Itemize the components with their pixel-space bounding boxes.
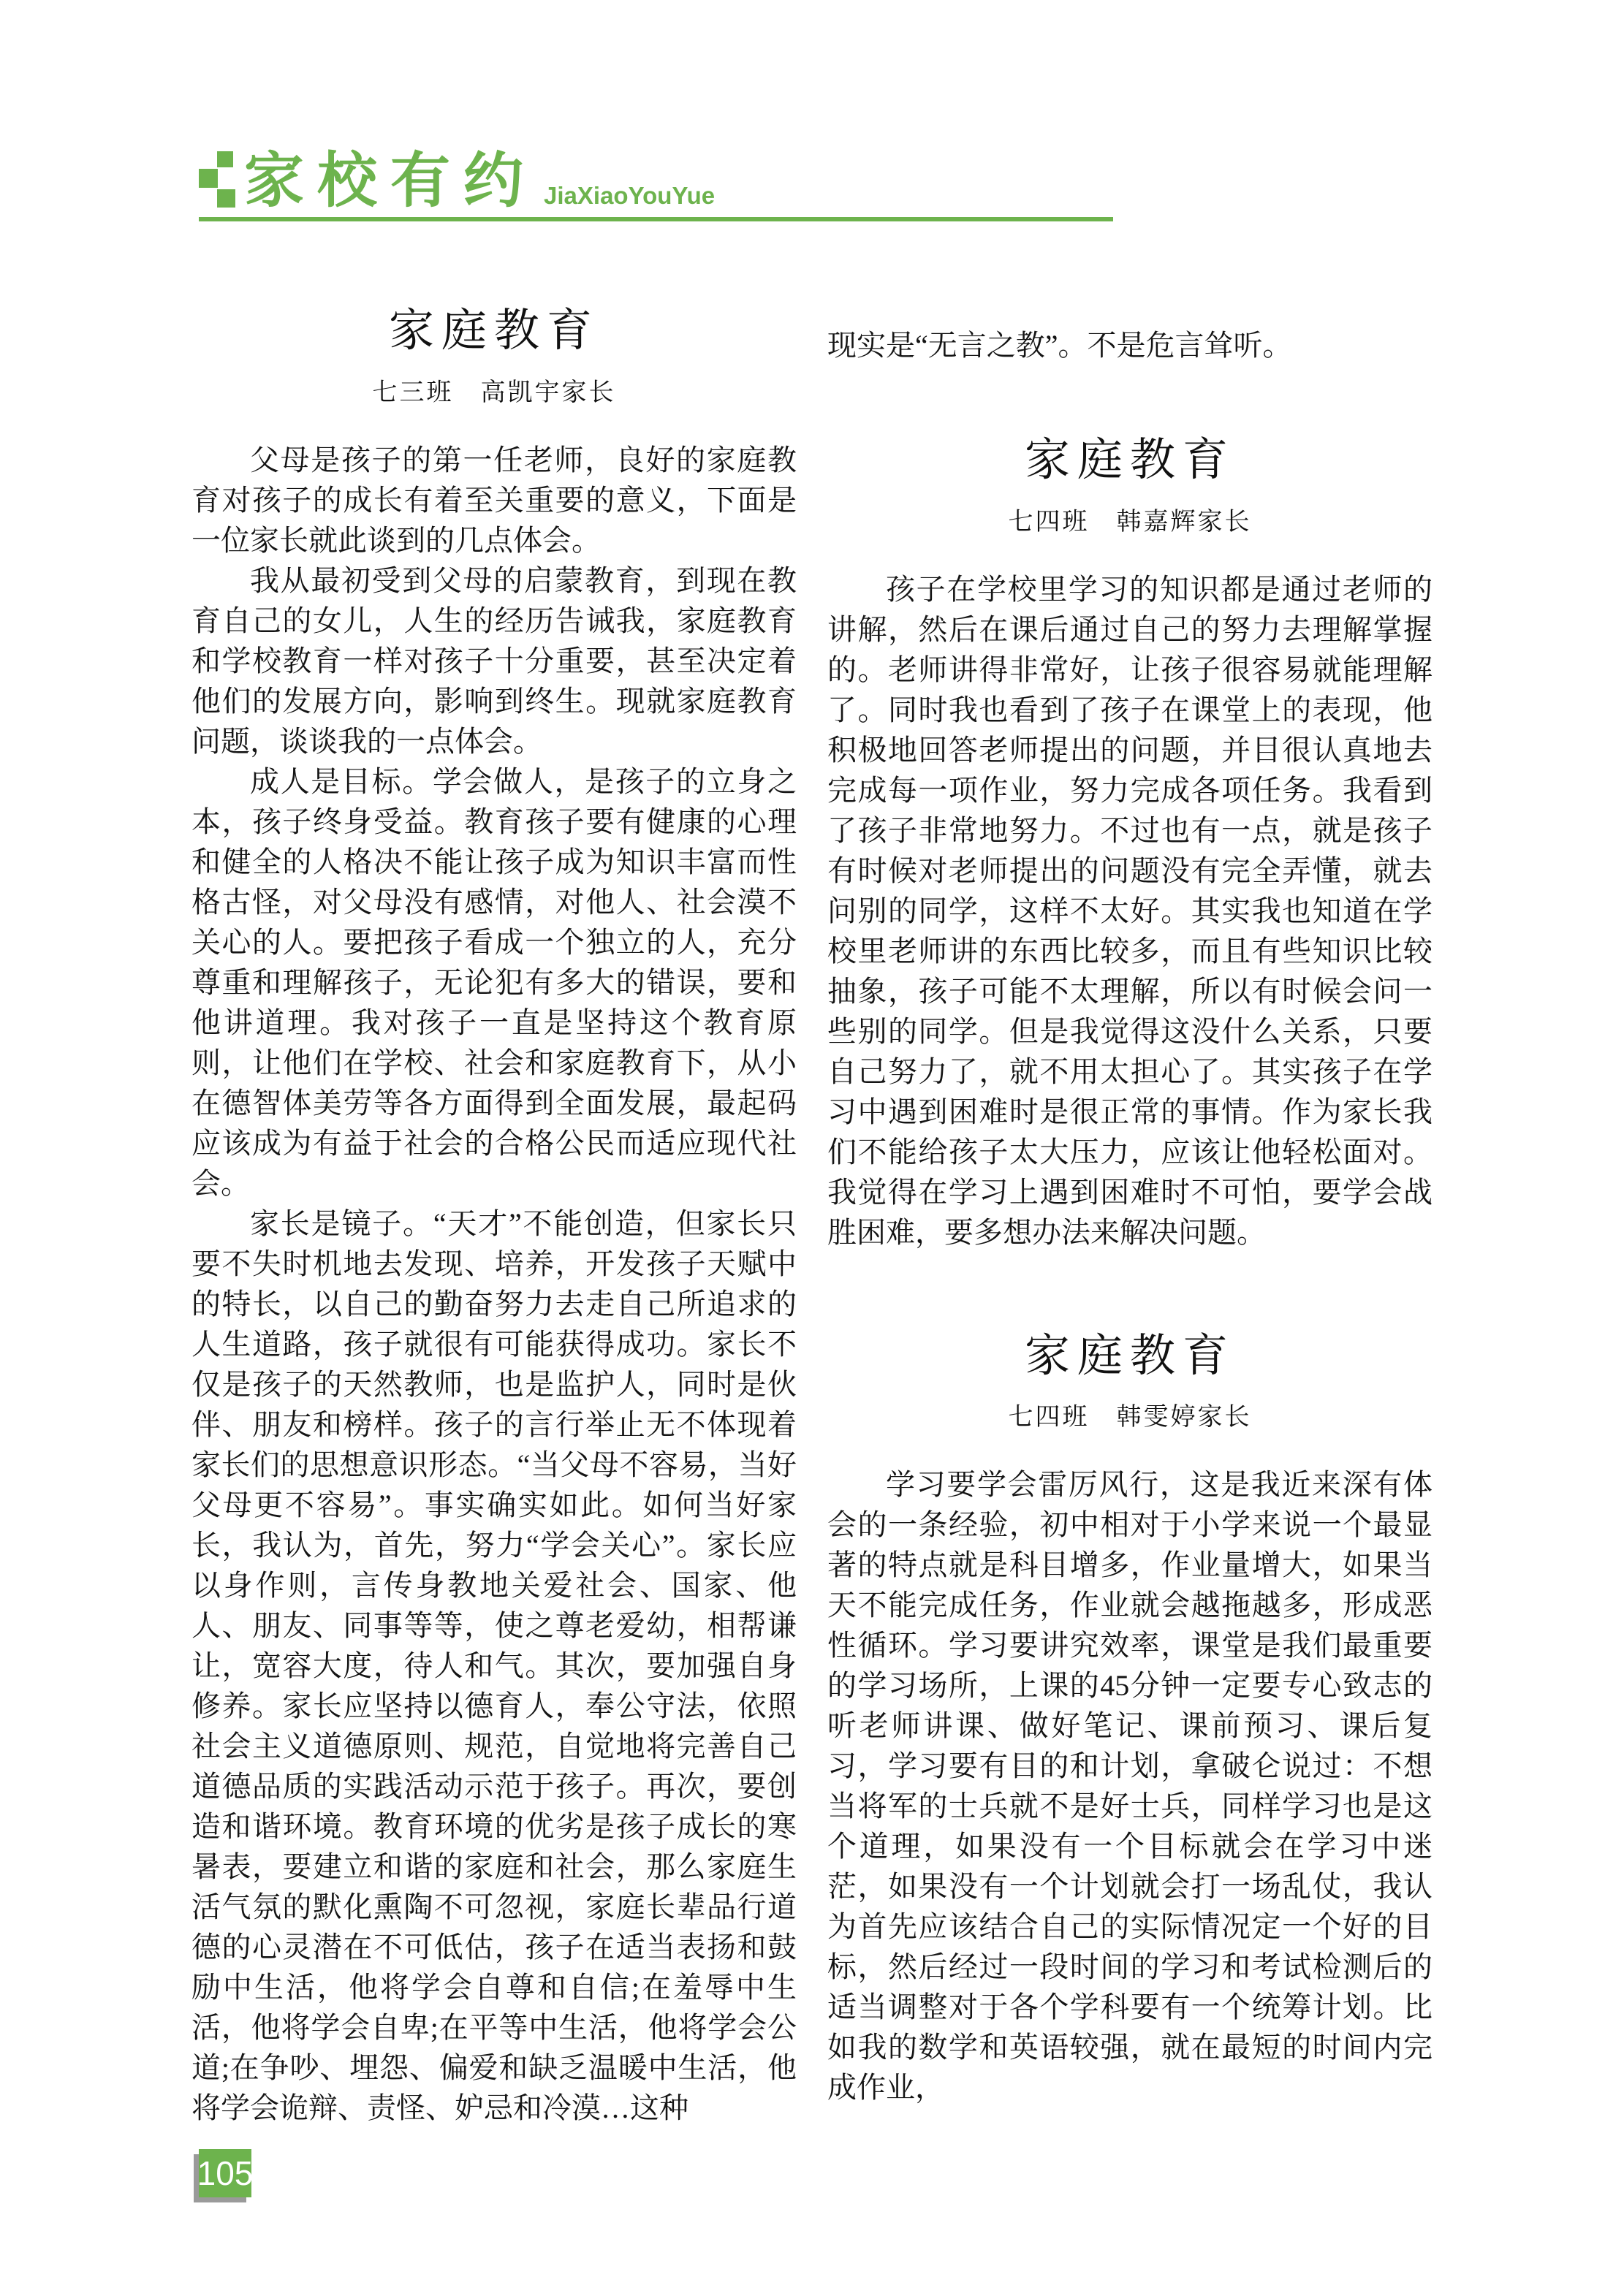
article-block-han-jiahui [827,433,1433,1252]
brand-text [244,150,715,213]
article-body-left [191,440,797,2128]
page-number: 105 [197,2154,254,2192]
paragraph: 父母是孩子的第一任老师，良好的家庭教育对孩子的成长有着至关重要的意义，下面是一位家长就此谈到的几点体会。 [191,443,797,557]
article-body-right-1 [827,569,1433,1252]
brand-title: 家校有约 [244,148,537,214]
continuation-paragraph: 现实是“无言之教”。不是危言耸听。 [827,329,1292,362]
brand-square-top [217,151,233,167]
article-body-right-2 [827,1464,1433,2107]
page-number-badge [197,2149,254,2197]
article-title-right-2: 家庭教育 [1024,1331,1235,1381]
brand-square-middle [199,169,218,188]
paragraph: 成人是目标。学会做人，是孩子的立身之本，孩子终身受益。教育孩子要有健康的心理和健全的人格决不能让孩子成为知识丰富而性格古怪，对父母没有感情，对他人、社会漠不关心的人。要把孩子看成一个独立的人，充分尊重和理解孩子，无论犯有多大的错误，要和他讲道理。我对孩子一直是坚持这个教育原则，让他们在学校、社会和家庭教育下，从小在德智体美劳等各方面得到全面发展，最起码应该成为有益于社会的合格公民而适应现代社会。 [191,764,797,1200]
article-title-left: 家庭教育 [388,306,599,356]
left-column [191,303,797,2128]
paragraph: 家长是镜子。“天才”不能创造，但家长只要不失时机地去发现、培养，开发孩子天赋中的特长，以自己的勤奋努力去走自己所追求的人生道路，孩子就很有可能获得成功。家长不仅是孩子的天然教师，也是监护人，同时是伙伴、朋友和榜样。孩子的言行举止无不体现着家长们的思想意识形态。“当父母不容易，当好父母更不容易”。事实确实如此。如何当好家长，我认为，首先，努力“学会关心”。家长应以身作则，言传身教地关爱社会、国家、他人、朋友、同事等等，使之尊老爱幼，相帮谦让，宽容大度，待人和气。其次，要加强自身修养。家长应坚持以德育人，奉公守法，依照社会主义道德原则、规范，自觉地将完善自己道德品质的实践活动示范于孩子。再次，要创造和谐环境。教育环境的优劣是孩子成长的寒暑表，要建立和谐的家庭和社会，那么家庭生活气氛的默化熏陶不可忽视，家庭长辈品行道德的心灵潜在不可低估，孩子在适当表扬和鼓励中生活，他将学会自尊和自信;在羞辱中生活，他将学会自卑;在平等中生活，他将学会公道;在争吵、埋怨、偏爱和缺乏温暖中生活，他将学会诡辩、责怪、妒忌和冷漠…这种 [191,1206,797,2124]
brand-square-bottom [217,189,235,208]
page-header [199,150,1120,223]
article-author-left: 七三班 高凯宇家长 [372,379,616,406]
paragraph: 孩子在学校里学习的知识都是通过老师的讲解，然后在课后通过自己的努力去理解掌握的。老师讲得非常好，让孩子很容易就能理解了。同时我也看到了孩子在课堂上的表现，他积极地回答老师提出的问题，并目很认真地去完成每一项作业，努力完成各项任务。我看到了孩子非常地努力。不过也有一点，就是孩子有时候对老师提出的问题没有完全弄懂，就去问别的同学，这样不太好。其实我也知道在学校里老师讲的东西比较多，而且有些知识比较抽象，孩子可能不太理解，所以有时候会问一些别的同学。但是我觉得这没什么关系，只要自己努力了，就不用太担心了。其实孩子在学习中遇到困难时是很正常的事情。作为家长我们不能给孩子太大压力，应该让他轻松面对。我觉得在学习上遇到困难时不可怕，要学会战胜困难，要多想办法来解决问题。 [827,572,1433,1249]
article-author-right-1: 七四班 韩嘉辉家长 [1008,508,1252,536]
article-block-han-wenting [827,1328,1433,2108]
header-rule-divider [199,217,1113,221]
paragraph: 学习要学会雷厉风行，这是我近来深有体会的一条经验，初中相对于小学来说一个最显著的特点就是科目增多，作业量增大，如果当天不能完成任务，作业就会越拖越多，形成恶性循环。学习要讲究效率，课堂是我们最重要的学习场所，上课的45分钟一定要专心致志的听老师讲课、做好笔记、课前预习、课后复习，学习要有目的和计划，拿破仑说过：不想当将军的士兵就不是好士兵，同样学习也是这个道理，如果没有一个目标就会在学习中迷茫，如果没有一个计划就会打一场乱仗，我认为首先应该结合自己的实际情况定一个好的目标，然后经过一段时间的学习和考试检测后的适当调整对于各个学科要有一个统筹计划。比如我的数学和英语较强，就在最短的时间内完成作业， [827,1468,1433,2104]
article-title-right-1: 家庭教育 [1024,436,1235,485]
brand-subtitle: JiaXiaoYouYue [544,182,716,209]
article-author-right-2: 七四班 韩雯婷家长 [1008,1404,1252,1431]
brand-squares-icon [199,151,237,208]
right-column [827,325,1433,2107]
paragraph: 我从最初受到父母的启蒙教育，到现在教育自己的女儿，人生的经历告诫我，家庭教育和学校教育一样对孩子十分重要，甚至决定着他们的发展方向，影响到终生。现就家庭教育问题，谈谈我的一点体会。 [191,563,797,758]
